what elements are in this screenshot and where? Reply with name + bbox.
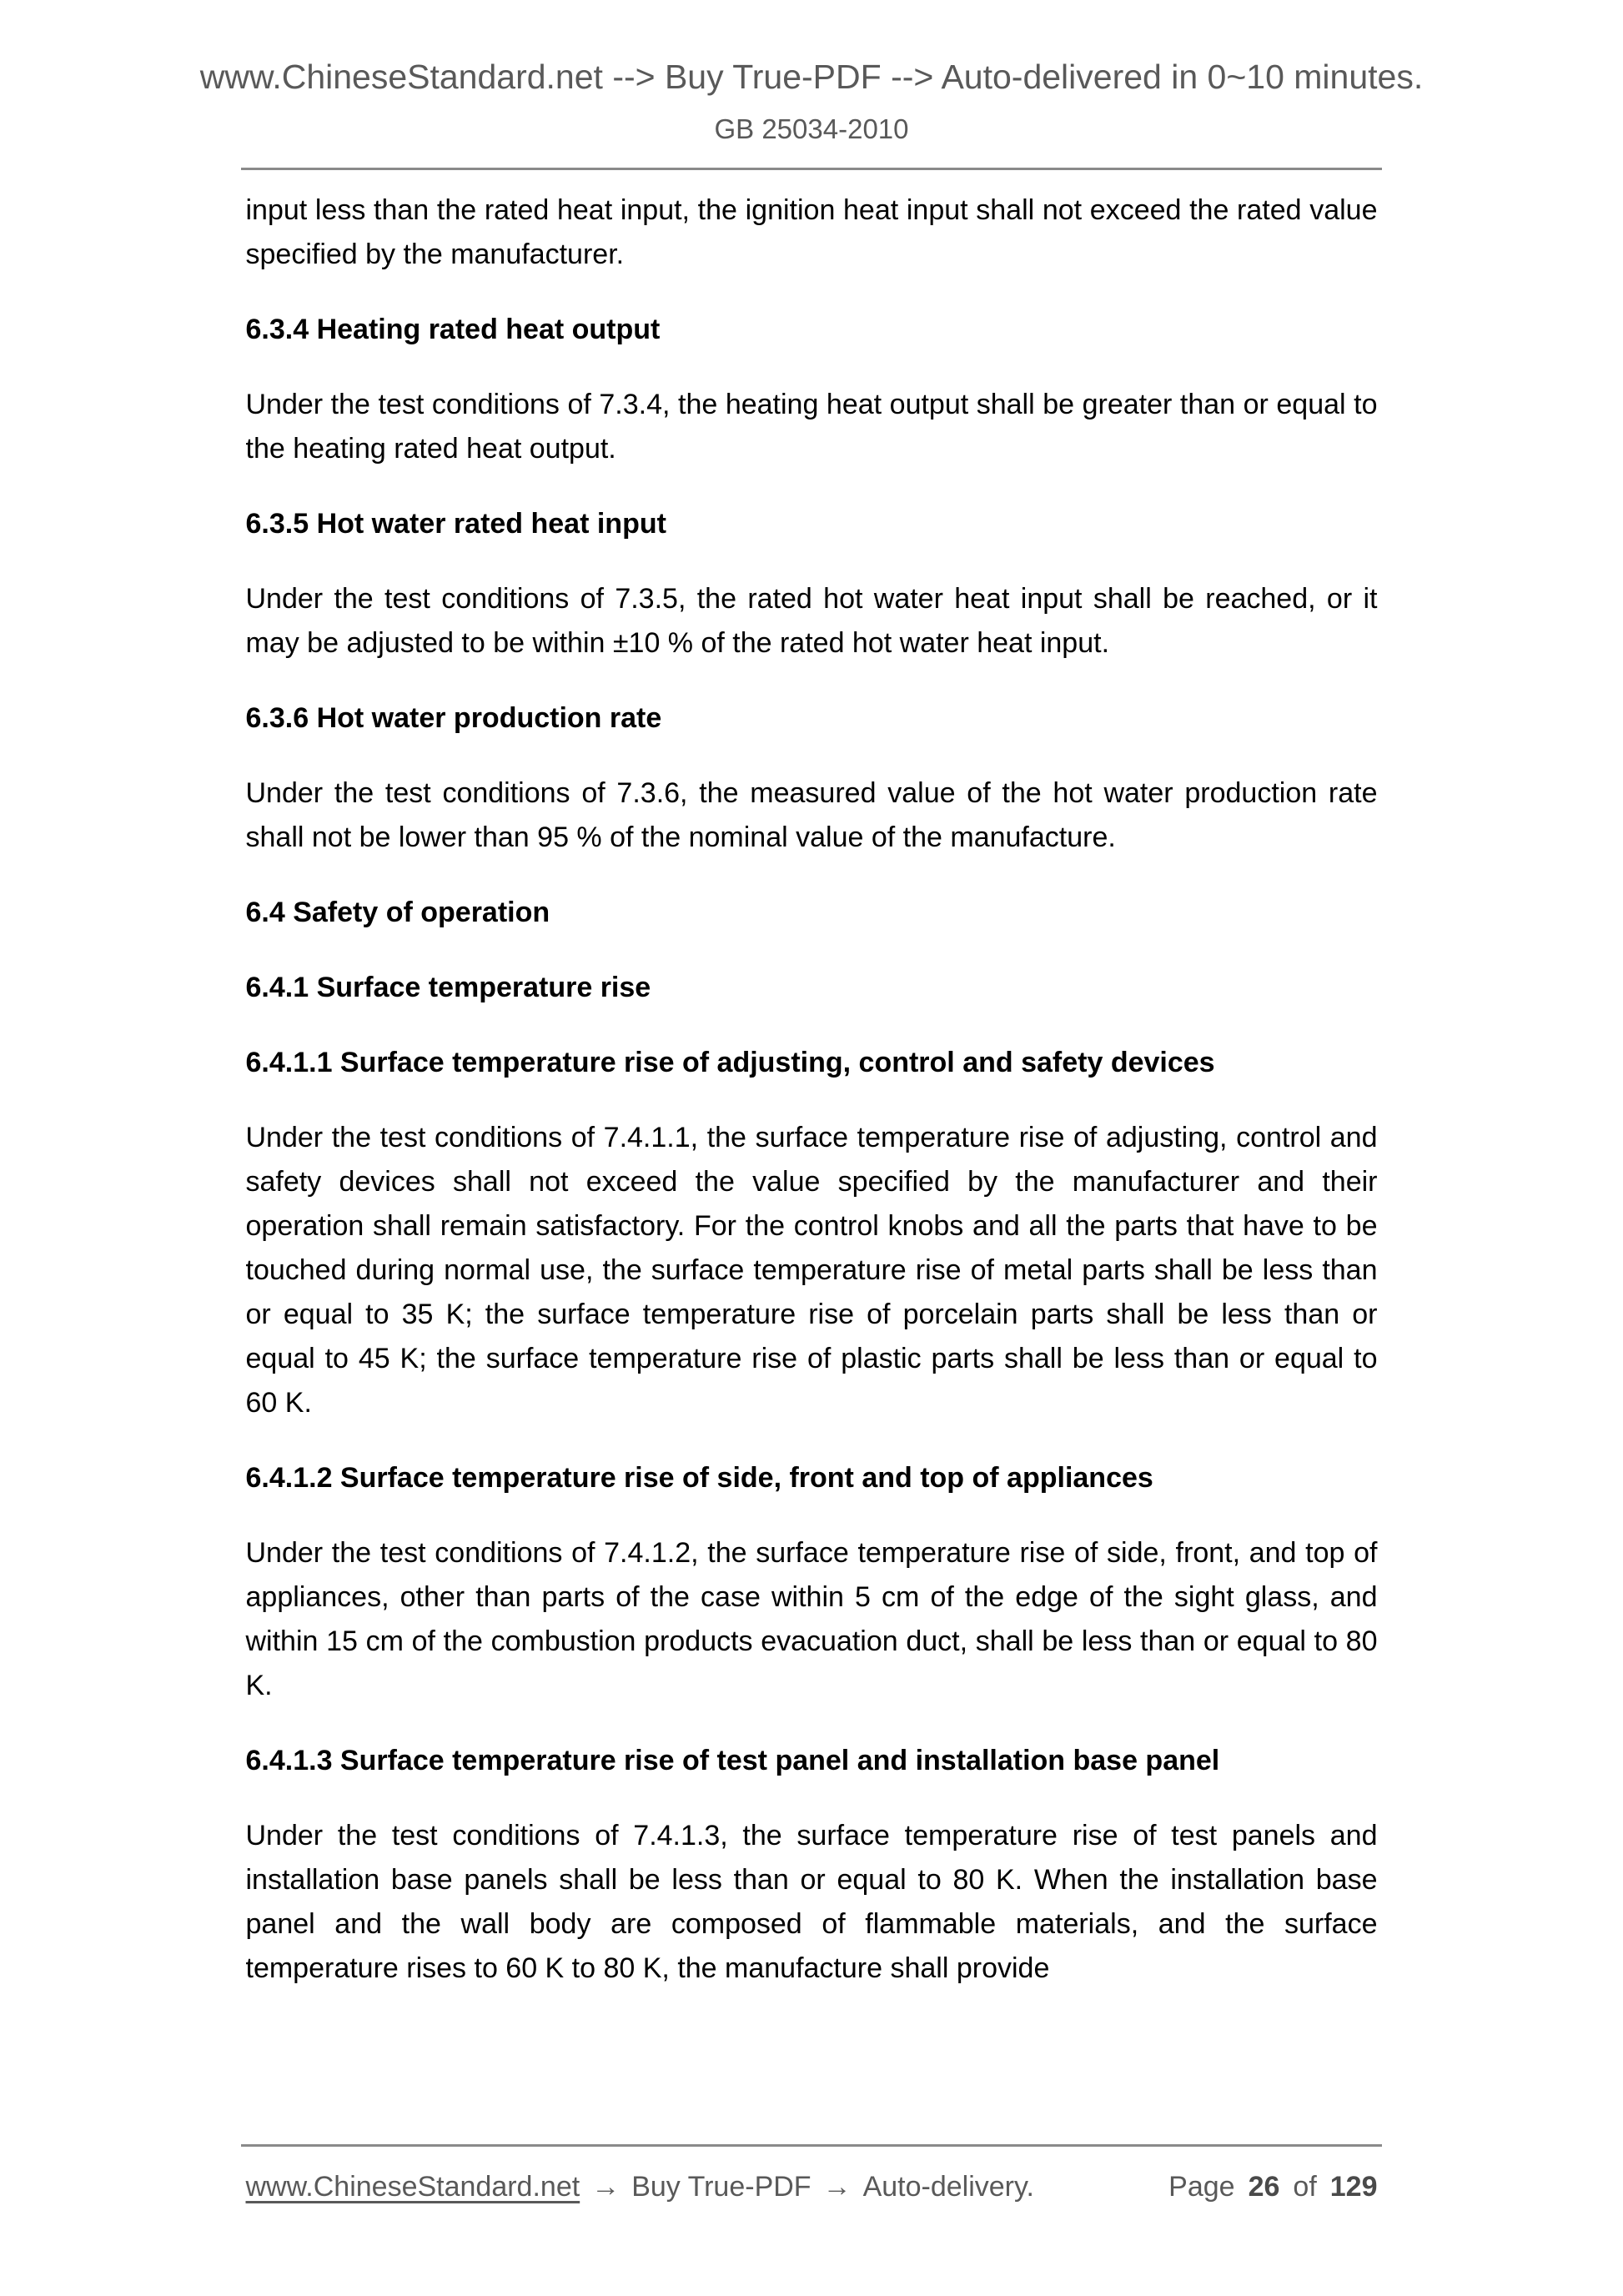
page-header — [0, 0, 1623, 170]
footer-divider-line — [241, 2144, 1382, 2147]
paragraph-6-3-4: Under the test conditions of 7.3.4, the heating heat output shall be greater than or equal to the heating rated heat output. — [245, 388, 1378, 465]
page-indicator — [1168, 2165, 1377, 2209]
page-current-number: 26 — [1248, 2171, 1280, 2203]
footer-arrow-icon: → — [822, 2171, 852, 2203]
heading-6-4-1-1: 6.4.1.1 Surface temperature rise of adjusting, control and safety devices — [245, 1046, 1215, 1078]
page-footer — [0, 2123, 1623, 2209]
heading-6-3-4: 6.3.4 Heating rated heat output — [245, 313, 661, 345]
heading-6-3-5: 6.3.5 Hot water rated heat input — [245, 507, 666, 540]
heading-6-4-1: 6.4.1 Surface temperature rise — [245, 971, 651, 1003]
heading-6-3-6: 6.3.6 Hot water production rate — [245, 701, 662, 734]
header-doc-number: GB 25034-2010 — [714, 113, 909, 145]
paragraph-6-4-1-2: Under the test conditions of 7.4.1.2, the surface temperature rise of side, front, and top of appliances, other than parts of the case within 5 cm of the edge of the sight glass, and within 15 cm of the combustion products evacuation duct, shall be less than or equal to 80 K. — [245, 1536, 1378, 1701]
paragraph-6-3-6: Under the test conditions of 7.3.6, the measured value of the hot water production rate shall not be lower than 95 % of the nominal value of the manufacture. — [245, 776, 1378, 853]
paragraph-ignition-heat-input: input less than the rated heat input, the ignition heat input shall not exceed the rated value specified by the manufacturer. — [245, 193, 1378, 270]
page-label: Page — [1168, 2171, 1235, 2203]
heading-6-4: 6.4 Safety of operation — [245, 896, 550, 928]
footer-site-info — [246, 2165, 1034, 2209]
footer-delivery-text: Auto-delivery. — [862, 2171, 1034, 2203]
footer-website-link[interactable]: www.ChineseStandard.net — [245, 2171, 580, 2203]
header-banner-text: www.ChineseStandard.net --> Buy True-PDF --> Auto-delivered in 0~10 minutes. — [199, 58, 1424, 96]
heading-6-4-1-2: 6.4.1.2 Surface temperature rise of side, front and top of appliances — [245, 1461, 1153, 1494]
paragraph-6-4-1-3: Under the test conditions of 7.4.1.3, the surface temperature rise of test panels and installation base panels shall be less than or equal to 80 K. When the installation base panel and the wall body are composed of flammable materials, and the surface temperature rises to 60 K to 80 K, the manufacture shall provide — [245, 1819, 1378, 1984]
page-of-label: of — [1293, 2171, 1317, 2203]
heading-6-4-1-3: 6.4.1.3 Surface temperature rise of test panel and installation base panel — [245, 1744, 1220, 1776]
footer-arrow-icon: → — [591, 2171, 621, 2203]
footer-buy-text: Buy True-PDF — [631, 2171, 812, 2203]
paragraph-6-4-1-1: Under the test conditions of 7.4.1.1, the surface temperature rise of adjusting, control and safety devices shall not exceed the value specified by the manufacturer and their operation shall remain satisfactory. For the control knobs and all the parts that have to be touched during normal use, the surface temperature rise of metal parts shall be less than or equal to 35 K; the surface temperature rise of porcelain parts shall be less than or equal to 45 K; the surface temperature rise of plastic parts shall be less than or equal to 60 K. — [245, 1121, 1378, 1419]
page-total-number: 129 — [1329, 2171, 1378, 2203]
document-body — [246, 170, 1378, 1991]
paragraph-6-3-5: Under the test conditions of 7.3.5, the rated hot water heat input shall be reached, or it may be adjusted to be within ±10 % of the rated hot water heat input. — [245, 582, 1378, 659]
